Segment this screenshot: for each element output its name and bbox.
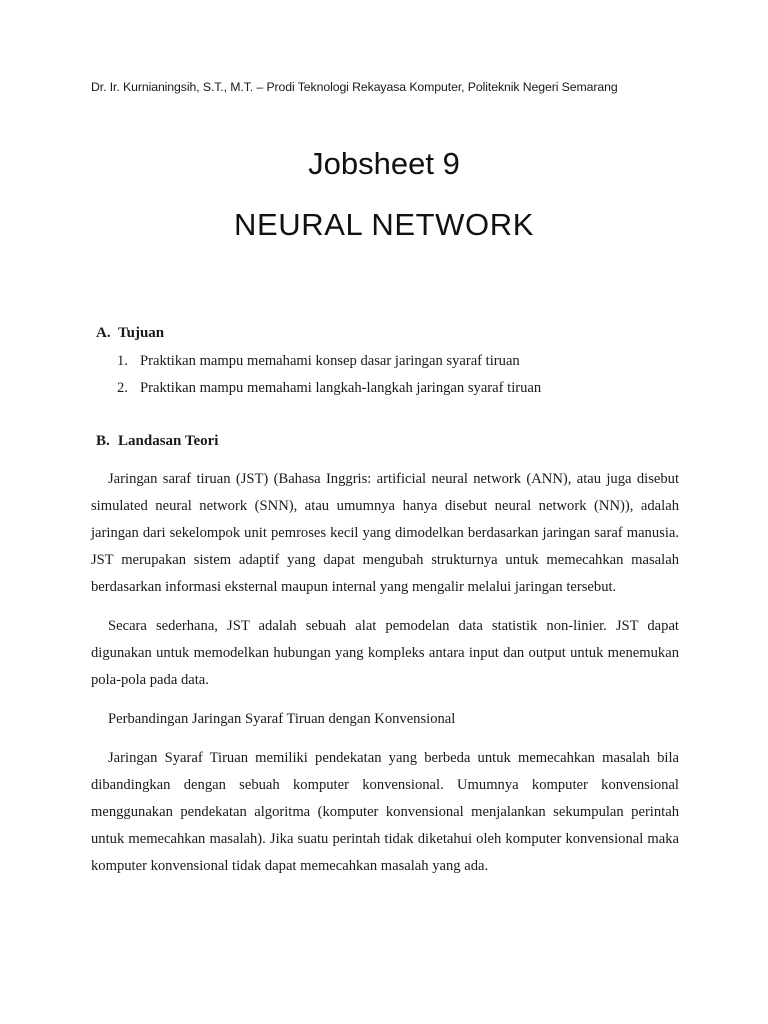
page-title: Jobsheet 9 [308, 146, 460, 181]
list-item [117, 380, 541, 397]
paragraph-jst-definition: Jaringan saraf tiruan (JST) (Bahasa Inggris: artificial neural network (ANN), atau juga disebut simulated neural network (SNN), atau umumnya hanya disebut neural network (NN)), adalah jaringan dari sekelompok unit pemroses kecil yang dimodelkan berdasarkan jaringan saraf manusia. JST merupakan sistem adaptif yang dapat mengubah strukturnya untuk memecahkan masalah berdasarkan informasi eksternal maupun internal yang mengalir melalui jaringan tersebut. [91, 471, 679, 595]
list-item-number: 2. [117, 380, 128, 396]
author-header: Dr. Ir. Kurnianingsih, S.T., M.T. – Prodi Teknologi Rekayasa Komputer, Politeknik Negeri Semarang [91, 80, 618, 94]
section-a-heading [96, 325, 164, 342]
section-a-title: Tujuan [118, 325, 165, 341]
section-b-title: Landasan Teori [118, 433, 219, 449]
list-item-text: Praktikan mampu memahami langkah-langkah jaringan syaraf tiruan [140, 380, 542, 396]
section-b-heading [96, 433, 218, 450]
list-item-number: 1. [117, 353, 128, 369]
page-subtitle: NEURAL NETWORK [233, 207, 535, 242]
paragraph-comparison: Jaringan Syaraf Tiruan memiliki pendekatan yang berbeda untuk memecahkan masalah bila dibandingkan dengan sebuah komputer konvensional. Umumnya komputer konvensional menggunakan pendekatan algoritma (komputer konvensional menjalankan sekumpulan perintah untuk memecahkan masalah). Jika suatu perintah tidak diketahui oleh komputer konvensional maka komputer konvensional tidak dapat memecahkan masalah yang ada. [91, 750, 679, 874]
paragraph-comparison-heading: Perbandingan Jaringan Syaraf Tiruan dengan Konvensional [108, 711, 456, 727]
paragraph-jst-simple: Secara sederhana, JST adalah sebuah alat pemodelan data statistik non-linier. JST dapat digunakan untuk memodelkan hubungan yang kompleks antara input dan output untuk menemukan pola-pola pada data. [91, 618, 679, 688]
section-b-mark: B. [96, 433, 110, 449]
list-item-text: Praktikan mampu memahami konsep dasar jaringan syaraf tiruan [140, 353, 520, 369]
section-a-mark: A. [96, 325, 111, 341]
list-item [117, 353, 520, 370]
